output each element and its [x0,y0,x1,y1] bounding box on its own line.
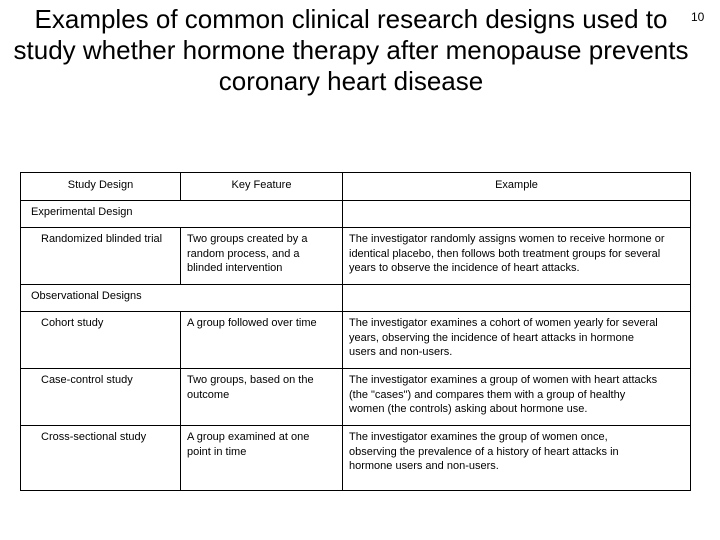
row-example: The investigator randomly assigns women to receive hormone or identical placebo, then follows both treatment groups for several years to observe the incidence of heart attacks. [349,233,665,274]
row-example: The investigator examines a cohort of women yearly for several years, observing the incidence of heart attacks in hormone users and non-users. [349,317,658,358]
section-observational: Observational Designs [31,290,142,302]
row-feature: A group examined at one point in time [187,431,310,458]
page-number: 10 [691,10,705,24]
row-design: Case-control study [41,374,133,386]
row-design: Randomized blinded trial [41,233,163,245]
row-design: Cohort study [41,317,104,329]
row-feature: A group followed over time [187,317,317,329]
section-experimental: Experimental Design [31,206,133,218]
header-study-design: Study Design [67,179,134,191]
header-example: Example [495,179,538,191]
row-design: Cross-sectional study [41,431,147,443]
row-feature: Two groups, based on the outcome [187,374,314,401]
row-example: The investigator examines the group of women once, observing the prevalence of a history of heart attacks in hormone users and non-users. [349,431,619,472]
row-feature: Two groups created by a random process, and a blinded intervention [187,233,308,274]
slide-title: Examples of common clinical research designs used to study whether hormone therapy after menopause prevents coronary heart disease [13,4,689,96]
header-key-feature: Key Feature [231,179,292,191]
row-example: The investigator examines a group of women with heart attacks (the "cases") and compares them with a group of healthy women (the controls) asking about hormone use. [349,374,658,415]
